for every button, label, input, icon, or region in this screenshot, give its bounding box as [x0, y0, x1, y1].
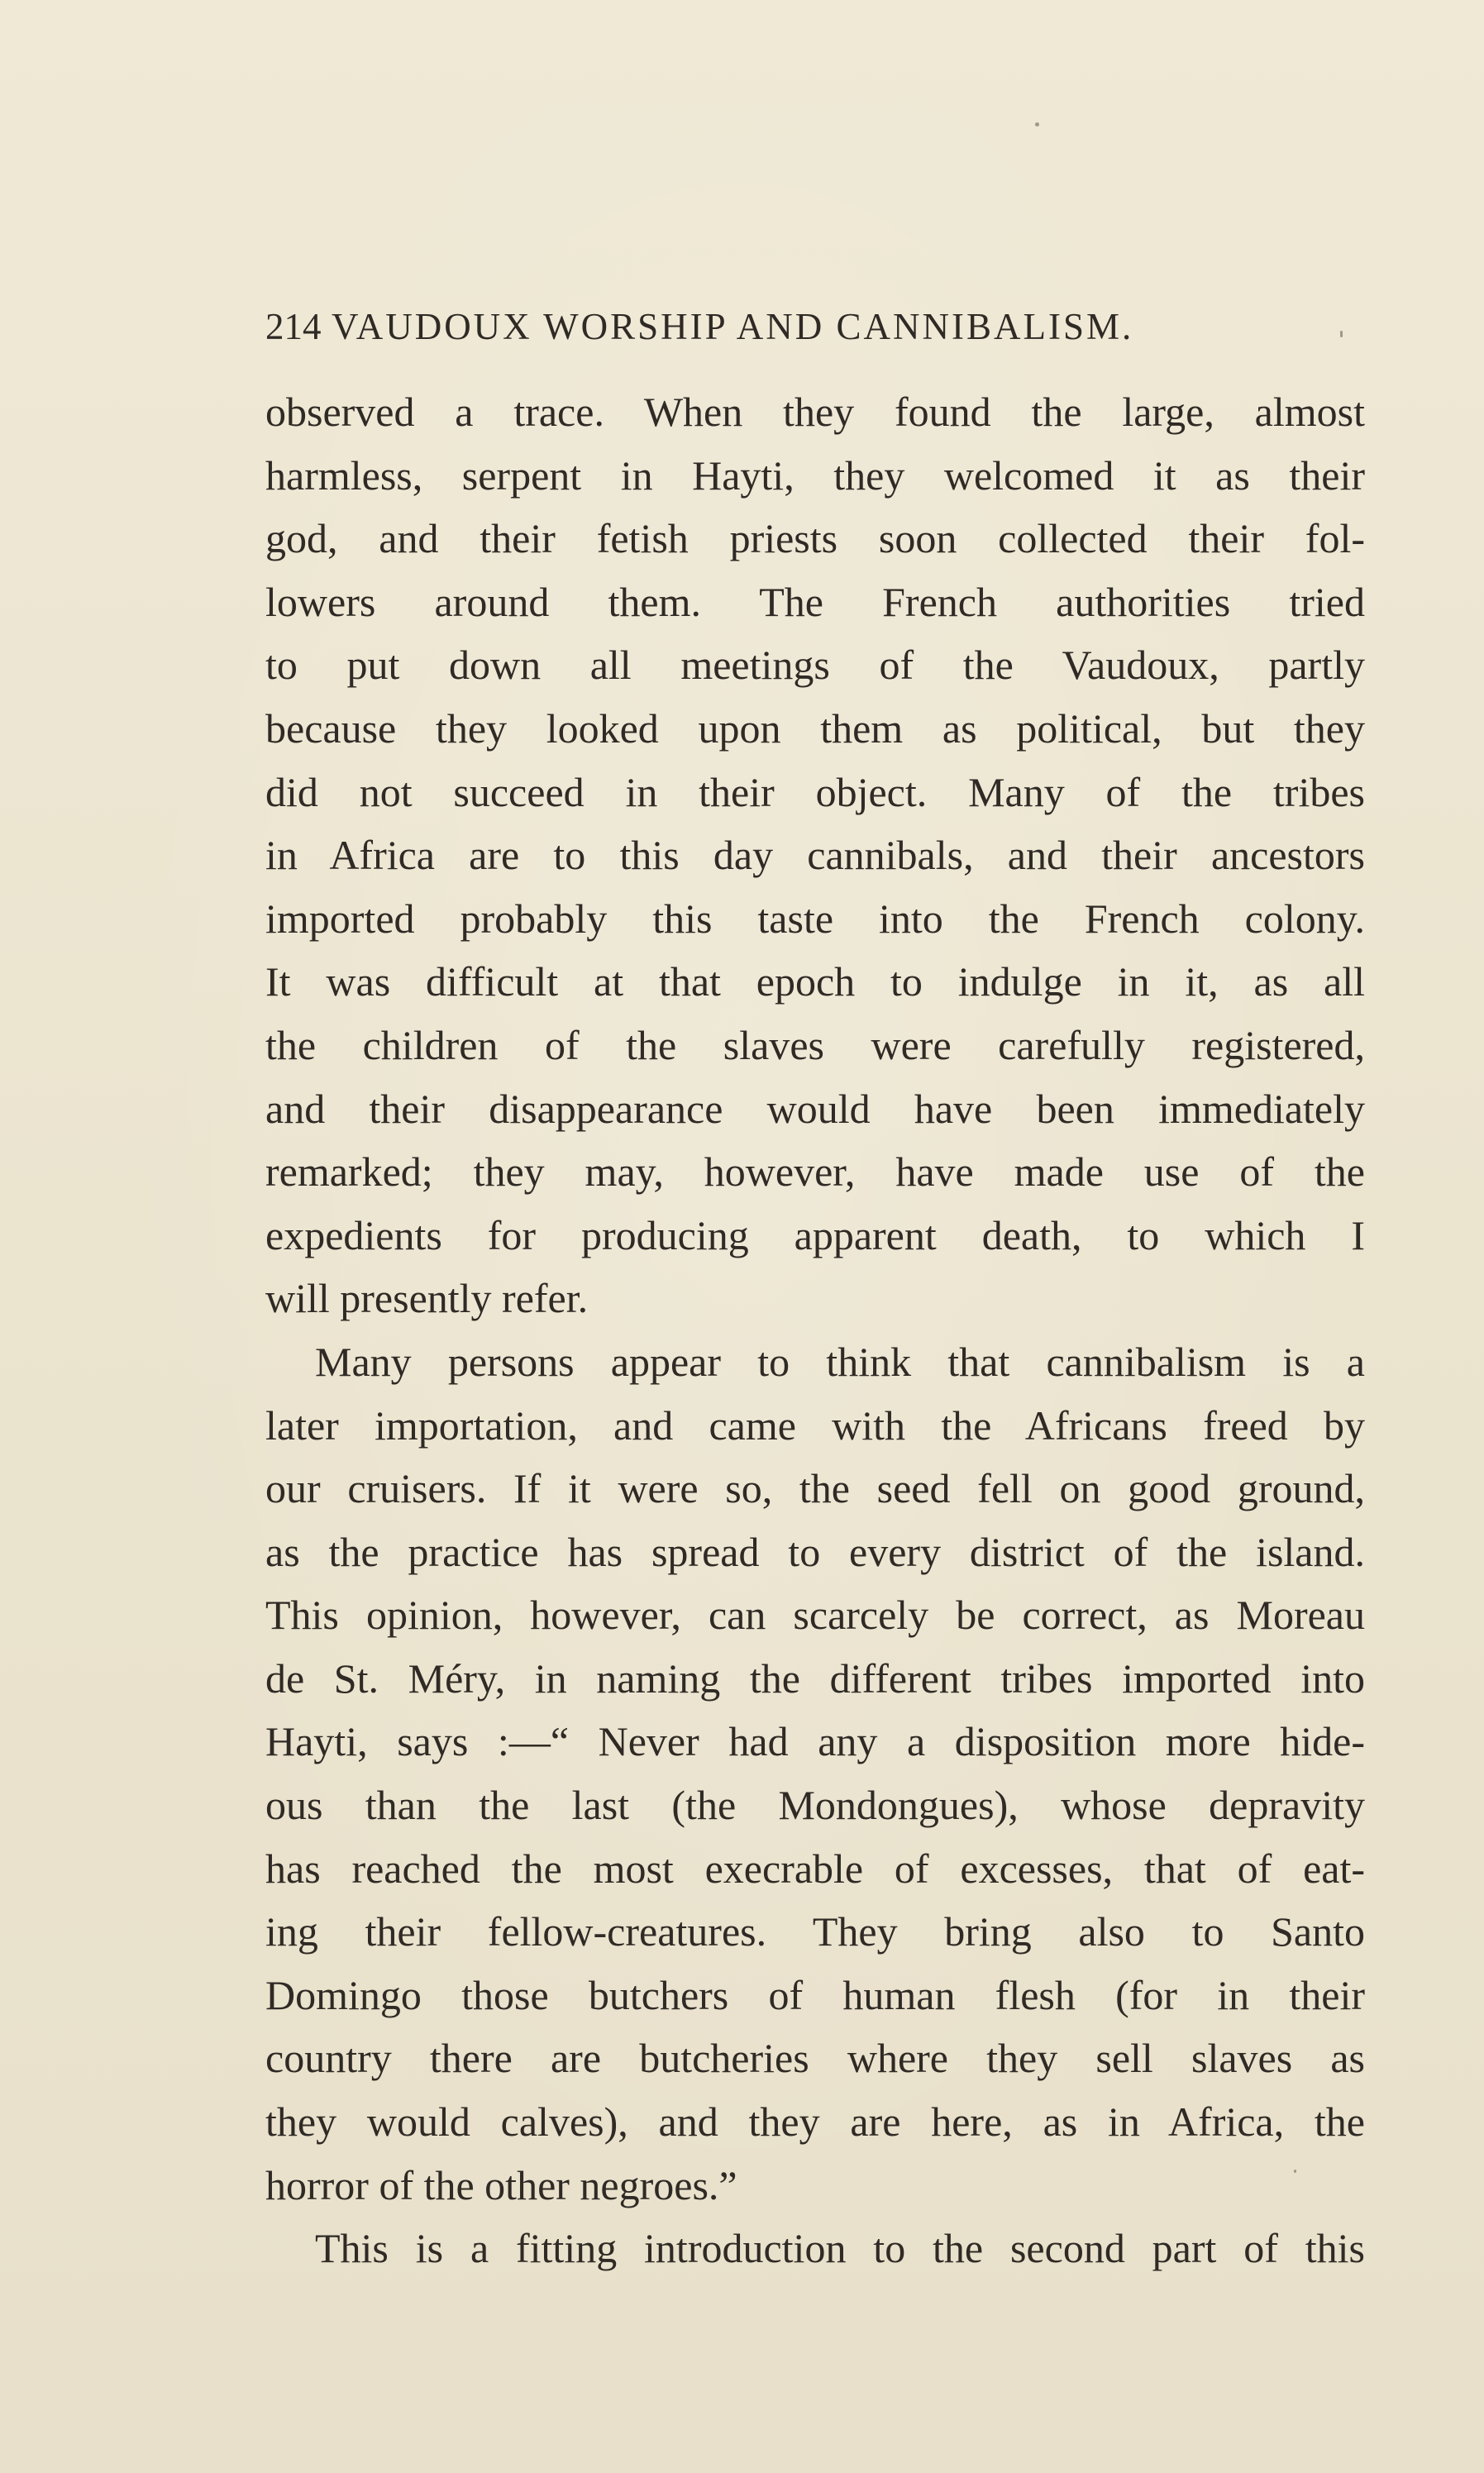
- page-number: 214: [265, 306, 322, 347]
- paragraph-1: [265, 380, 1365, 1330]
- text-line: This is a fitting introduction to the second part of this: [315, 2225, 1365, 2272]
- text-line: horror of the other negroes.”: [265, 2161, 737, 2208]
- paragraph-2: [265, 1330, 1365, 2217]
- text-line: Hayti, says :—“ Never had any a disposition more hide-: [265, 1718, 1365, 1765]
- text-line: It was difficult at that epoch to indulge in it, as all: [265, 958, 1365, 1005]
- text-line: god, and their fetish priests soon collected their fol-: [265, 515, 1365, 562]
- text-line: the children of the slaves were carefully registered,: [265, 1021, 1365, 1068]
- text-line: expedients for producing apparent death, to which I: [265, 1211, 1365, 1258]
- text-line: ous than the last (the Mondongues), whose depravity: [265, 1782, 1365, 1829]
- text-line: they would calves), and they are here, as in Africa, the: [265, 2098, 1365, 2146]
- text-line: imported probably this taste into the French colony.: [265, 895, 1365, 942]
- text-line: ing their fellow-creatures. They bring also to Santo: [265, 1908, 1365, 1955]
- text-line: later importation, and came with the Africans freed by: [265, 1401, 1365, 1449]
- text-line: to put down all meetings of the Vaudoux, partly: [265, 642, 1365, 689]
- text-line: remarked; they may, however, have made use of the: [265, 1148, 1365, 1196]
- text-line: Domingo those butchers of human flesh (for in their: [265, 1971, 1365, 2018]
- text-line: our cruisers. If it were so, the seed fell on good ground,: [265, 1465, 1365, 1512]
- text-line: Many persons appear to think that cannibalism is a: [315, 1338, 1365, 1385]
- text-line: observed a trace. When they found the large, almost: [265, 389, 1365, 435]
- body-text: [265, 380, 1365, 2280]
- text-line: in Africa are to this day cannibals, and their ancestors: [265, 832, 1365, 879]
- text-line: as the practice has spread to every district of the island.: [265, 1528, 1365, 1575]
- paragraph-3: [265, 2217, 1365, 2280]
- text-line: harmless, serpent in Hayti, they welcomed it as their: [265, 451, 1365, 499]
- text-line: and their disappearance would have been immediately: [265, 1085, 1365, 1132]
- text-line: because they looked upon them as political, but they: [265, 704, 1365, 752]
- paper-speck: [1035, 122, 1039, 127]
- text-line: did not succeed in their object. Many of the tribes: [265, 768, 1365, 815]
- running-title: VAUDOUX WORSHIP AND CANNIBALISM.: [332, 306, 1134, 347]
- running-head: [265, 302, 1365, 351]
- text-line: This opinion, however, can scarcely be correct, as Moreau: [265, 1592, 1365, 1639]
- text-line: has reached the most execrable of excesses, that of eat-: [265, 1845, 1365, 1892]
- text-line: lowers around them. The French authorities tried: [265, 578, 1365, 625]
- text-line: will presently refer.: [265, 1275, 589, 1322]
- text-line: country there are butcheries where they sell slaves as: [265, 2035, 1365, 2082]
- text-line: de St. Méry, in naming the different tribes imported into: [265, 1654, 1365, 1702]
